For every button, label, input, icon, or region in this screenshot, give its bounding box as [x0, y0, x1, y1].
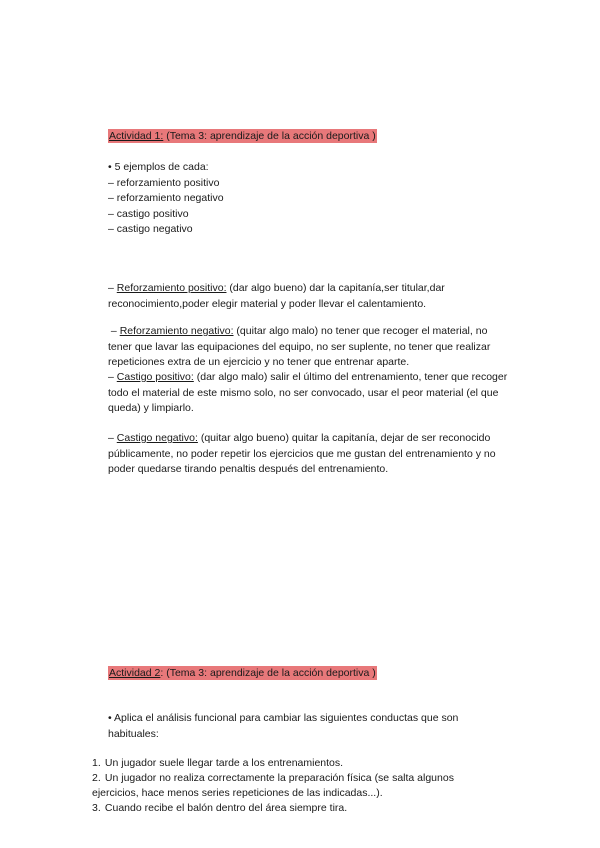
item-text: Un jugador no realiza correctamente la preparación física (se salta algunos ejercicios, hace menos series repeticiones de las indicadas...).	[92, 772, 454, 799]
item-reforzamiento-negativo	[108, 324, 508, 371]
activity-2-topic: : (Tema 3: aprendizaje de la acción deportiva )	[160, 667, 376, 679]
item-prefix: –	[108, 325, 120, 337]
item-text: (dar algo malo) salir el último del entrenamiento, tener que recoger todo el material de este mismo solo, no ser convocado, usar el peor material (el que queda) y limpiarlo.	[108, 371, 508, 414]
list-item: – castigo negativo	[108, 223, 193, 235]
activity-1-title: Actividad 1:	[109, 130, 164, 142]
item-text: (quitar algo malo) no tener que recoger el material, no tener que lavar las equipaciones del equipo, no ser suplente, no tener que realizar repeticiones extra de un ejercicio y no tener que entrenar aparte.	[108, 325, 491, 368]
item-number: 3.	[92, 802, 101, 814]
item-castigo-negativo	[108, 431, 508, 478]
item-text: Un jugador suele llegar tarde a los entrenamientos.	[104, 757, 344, 769]
item-text: (dar algo bueno) dar la capitanía,ser titular,dar reconocimiento,poder elegir material y poder llevar el calentamiento.	[108, 282, 445, 310]
activity-1-heading-highlight	[108, 129, 377, 143]
list-item: – reforzamiento negativo	[108, 192, 224, 204]
item-term: Castigo positivo:	[116, 371, 194, 383]
item-castigo-positivo	[108, 370, 508, 417]
numbered-item	[92, 771, 482, 800]
item-prefix: –	[108, 371, 117, 383]
activity-1-heading	[108, 130, 377, 142]
activity-1-topic: (Tema 3: aprendizaje de la acción deportiva )	[163, 130, 376, 142]
item-number: 2.	[92, 772, 101, 784]
activity-2-heading-highlight	[108, 666, 377, 680]
list-item: – reforzamiento positivo	[108, 176, 220, 189]
activity-1-intro-text: • 5 ejemplos de cada:	[108, 161, 209, 173]
activity-2-heading	[108, 667, 377, 679]
list-item: – castigo positivo	[108, 207, 189, 220]
numbered-item	[92, 801, 492, 816]
item-prefix: –	[108, 432, 117, 444]
activity-2-intro: • Aplica el análisis funcional para cambiar las siguientes conductas que son habituales:	[108, 712, 459, 740]
numbered-item	[92, 756, 492, 771]
item-term: Castigo negativo:	[116, 432, 198, 444]
item-term: Reforzamiento positivo:	[116, 282, 227, 294]
item-text: Cuando recibe el balón dentro del área siempre tira.	[104, 802, 348, 814]
item-reforzamiento-positivo	[108, 281, 508, 312]
item-text: (quitar algo bueno) quitar la capitanía, dejar de ser reconocido públicamente, no poder repetir los ejercicios que me gustan del entrenamiento y no poder quedarse tirando penaltis después del entrenamiento.	[108, 432, 496, 475]
item-number: 1.	[92, 757, 101, 769]
activity-2-title: Actividad 2	[109, 667, 161, 679]
activity-1-intro	[108, 160, 224, 238]
item-prefix: –	[108, 282, 117, 294]
item-term: Reforzamiento negativo:	[119, 325, 234, 337]
